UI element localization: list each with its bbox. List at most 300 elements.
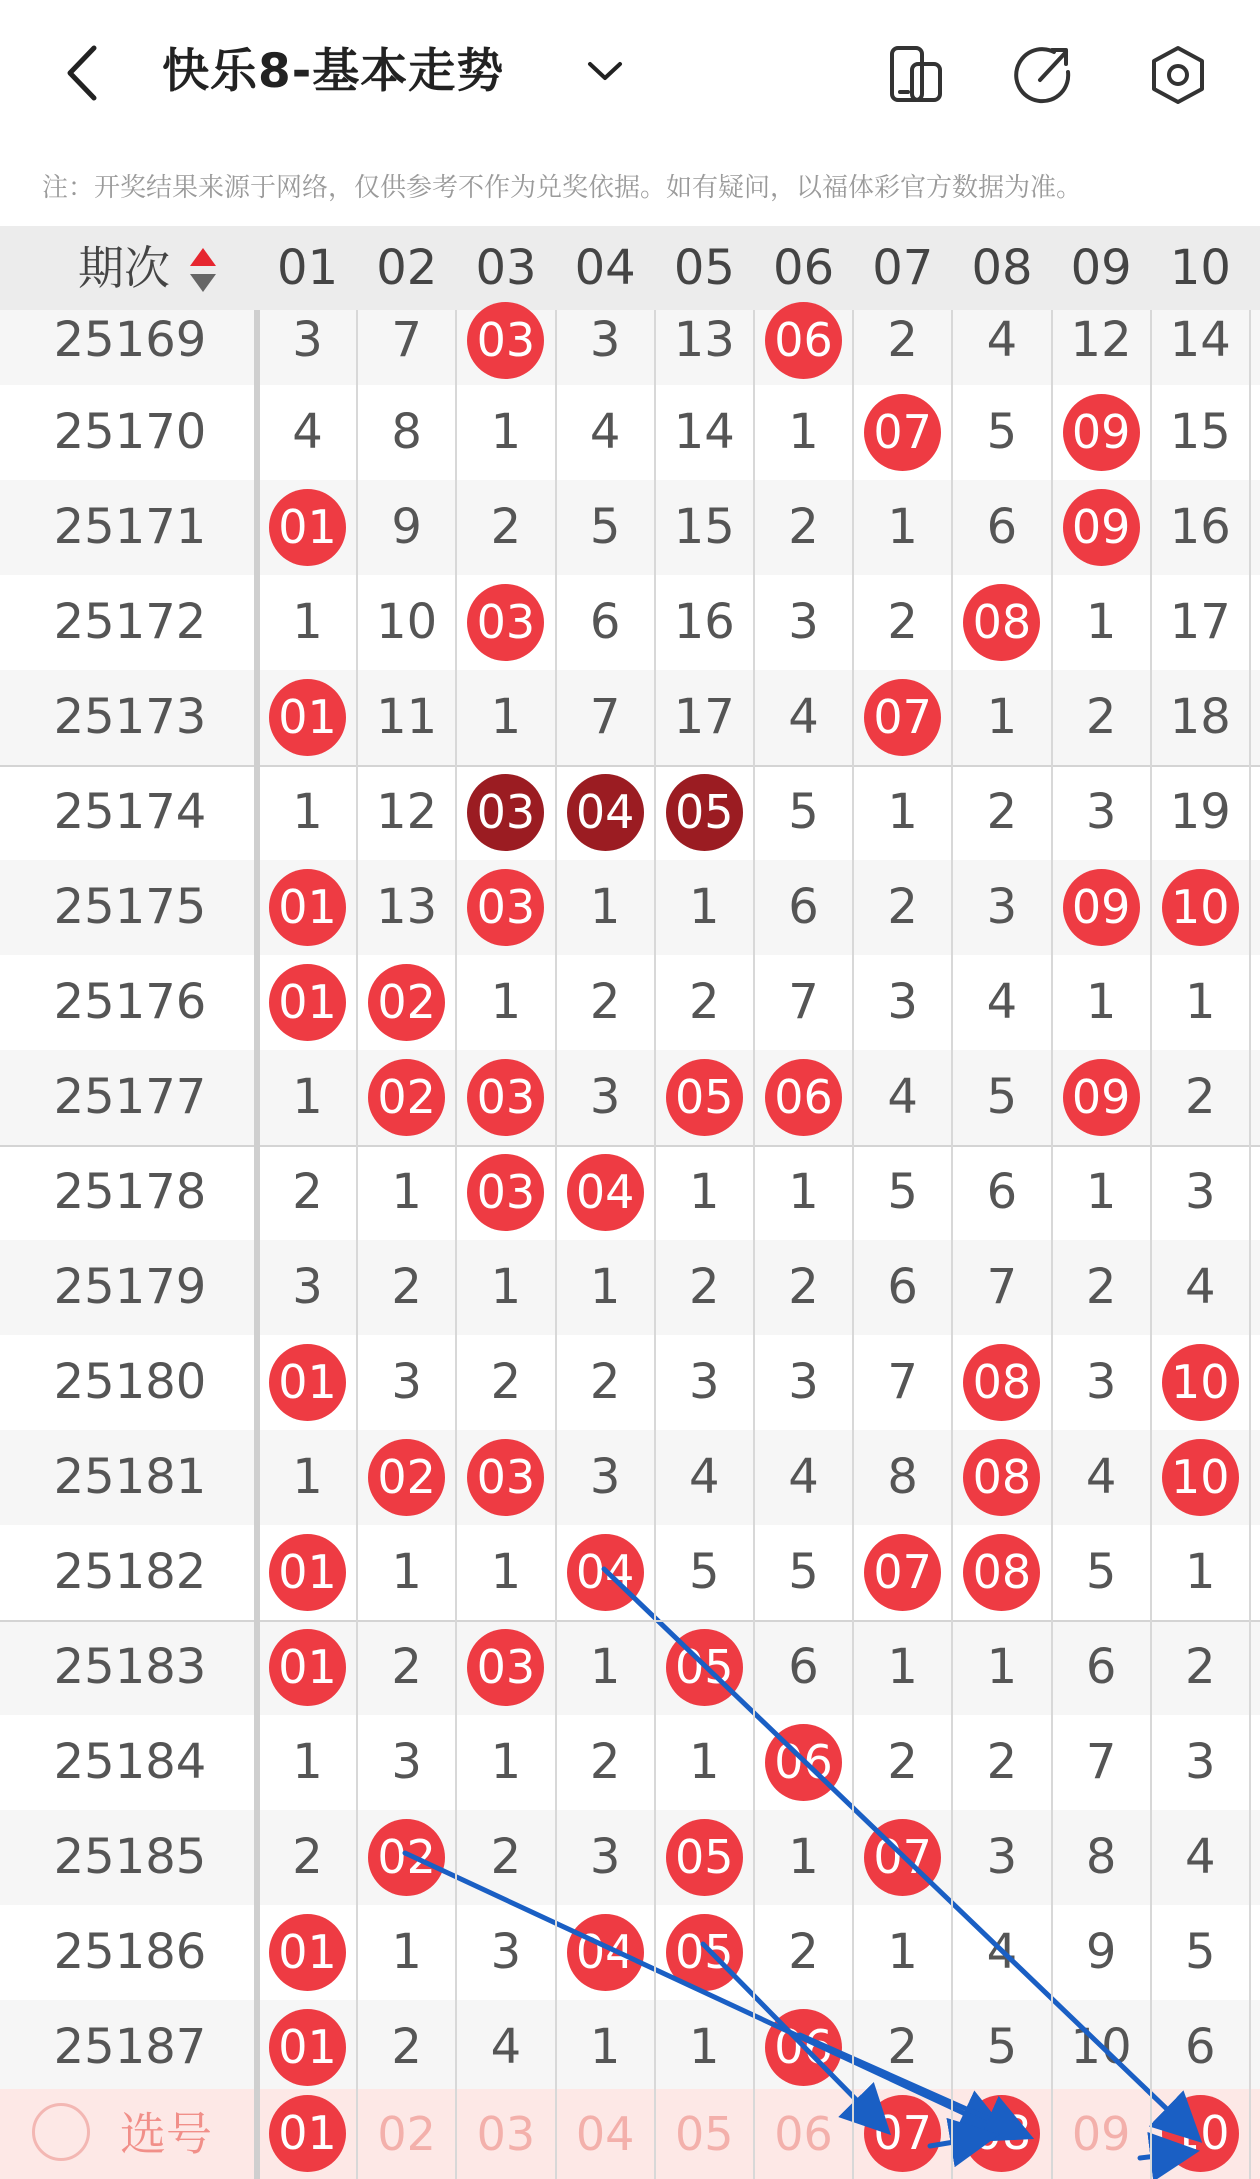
cell-hit [1052, 385, 1151, 480]
cell-miss-count: 18 [1169, 689, 1231, 745]
table-row [0, 955, 1260, 1050]
cell-miss-count: 14 [1169, 312, 1231, 368]
cell-miss-count: 10 [376, 594, 438, 650]
column-header-05: 05 [673, 240, 735, 296]
column-header-03: 03 [475, 240, 537, 296]
cell-miss-count: 9 [1085, 1924, 1117, 1980]
drawn-number-ball: 09 [1063, 489, 1140, 566]
cell-hit [556, 1905, 655, 2000]
drawn-number-ball: 04 [567, 1154, 644, 1231]
grid-column-line [1051, 310, 1053, 2179]
select-number-09[interactable]: 09 [1071, 2107, 1131, 2161]
table-row [0, 765, 1260, 860]
cell-hit [258, 2000, 357, 2095]
table-row [0, 1810, 1260, 1905]
cell-miss-count: 5 [986, 2019, 1018, 2075]
drawn-number-ball: 05 [666, 1914, 743, 1991]
drawn-number-ball: 02 [368, 1059, 445, 1136]
cell-miss-count: 7 [391, 312, 422, 368]
cell-miss-count: 3 [589, 1829, 621, 1885]
period-number: 25169 [53, 312, 207, 368]
select-number-02[interactable]: 02 [377, 2107, 436, 2161]
select-number-01[interactable] [258, 2089, 357, 2179]
cell-miss-count: 4 [986, 312, 1018, 368]
cell-miss-count: 5 [689, 1544, 720, 1600]
period-number: 25185 [53, 1829, 207, 1885]
cell-miss-count: 2 [887, 594, 918, 650]
cell-miss-count: 2 [1085, 689, 1117, 745]
grid-column-line [1150, 310, 1152, 2179]
cell-miss-count: 1 [1085, 1164, 1117, 1220]
drawn-number-ball: 10 [1162, 869, 1239, 946]
drawn-number-ball: 05 [666, 1819, 743, 1896]
cell-miss-count: 2 [887, 1734, 918, 1790]
cell-miss-count: 1 [1085, 594, 1117, 650]
drawn-number-ball: 04 [567, 1534, 644, 1611]
drawn-number-ball: 02 [368, 964, 445, 1041]
column-header-10: 10 [1169, 240, 1231, 296]
table-row [0, 480, 1260, 575]
cell-miss-count: 8 [391, 404, 422, 460]
cell-miss-count: 2 [391, 2019, 422, 2075]
cell-miss-count: 4 [887, 1069, 918, 1125]
cell-hit [754, 310, 853, 385]
column-header-09: 09 [1070, 240, 1132, 296]
drawn-number-ball: 03 [467, 869, 544, 946]
cell-hit [952, 575, 1051, 670]
drawn-number-ball: 07 [864, 1534, 941, 1611]
cell-miss-count: 6 [589, 594, 621, 650]
drawn-number-ball: 01 [269, 679, 346, 756]
select-number-08[interactable] [952, 2089, 1051, 2179]
group-divider [0, 1145, 1260, 1147]
period-number: 25179 [53, 1259, 207, 1315]
cell-miss-count: 3 [391, 1354, 422, 1410]
select-number-04[interactable]: 04 [575, 2107, 635, 2161]
drawn-number-ball: 03 [467, 1154, 544, 1231]
grid-column-line [455, 310, 457, 2179]
cell-miss-count: 1 [788, 1829, 819, 1885]
top-bar [0, 0, 1260, 150]
cell-miss-count: 7 [1085, 1734, 1117, 1790]
cell-miss-count: 1 [689, 879, 720, 935]
cell-miss-count: 4 [689, 1449, 720, 1505]
cell-miss-count: 12 [376, 784, 438, 840]
period-number: 25175 [53, 879, 207, 935]
drawn-number-ball: 01 [269, 1344, 346, 1421]
drawn-number-ball: 06 [765, 1059, 842, 1136]
period-number: 25172 [53, 594, 207, 650]
cell-miss-count: 2 [292, 1829, 323, 1885]
cell-miss-count: 1 [689, 2019, 720, 2075]
cell-miss-count: 4 [490, 2019, 522, 2075]
column-header-01: 01 [277, 240, 339, 296]
cell-miss-count: 2 [788, 1259, 819, 1315]
cell-miss-count: 3 [1185, 1164, 1216, 1220]
cell-miss-count: 5 [1185, 1924, 1216, 1980]
cell-miss-count: 5 [788, 784, 819, 840]
back-button[interactable] [50, 38, 120, 108]
cell-miss-count: 2 [887, 879, 918, 935]
split-screen-icon [882, 40, 952, 110]
table-row [0, 385, 1260, 480]
cell-miss-count: 13 [673, 312, 735, 368]
cell-hit [1151, 1430, 1250, 1525]
cell-miss-count: 1 [986, 1639, 1018, 1695]
cell-miss-count: 1 [292, 784, 323, 840]
cell-hit [1052, 1050, 1151, 1145]
cell-miss-count: 2 [689, 974, 720, 1030]
cell-hit [258, 670, 357, 765]
select-number-06[interactable]: 06 [774, 2107, 833, 2161]
cell-miss-count: 3 [788, 594, 819, 650]
select-number-03[interactable]: 03 [476, 2107, 536, 2161]
drawn-number-ball: 02 [368, 1439, 445, 1516]
cell-miss-count: 1 [589, 2019, 621, 2075]
period-column-header[interactable]: 期次 [78, 241, 170, 295]
grid-column-line [1249, 310, 1251, 2179]
cell-miss-count: 1 [689, 1164, 720, 1220]
cell-miss-count: 4 [788, 689, 819, 745]
cell-miss-count: 1 [490, 404, 522, 460]
cell-miss-count: 8 [1085, 1829, 1117, 1885]
drawn-number-ball: 05 [666, 1629, 743, 1706]
cell-miss-count: 1 [1085, 974, 1117, 1030]
cell-miss-count: 6 [788, 1639, 819, 1695]
chevron-left-icon [50, 38, 120, 108]
drawn-number-ball: 08 [963, 1344, 1040, 1421]
cell-miss-count: 1 [887, 499, 918, 555]
cell-miss-count: 6 [788, 879, 819, 935]
cell-miss-count: 6 [986, 1164, 1018, 1220]
cell-hit [456, 1430, 555, 1525]
cell-hit [754, 1715, 853, 1810]
title-dropdown[interactable] [580, 50, 630, 94]
period-number: 25184 [53, 1734, 207, 1790]
cell-miss-count: 1 [490, 974, 522, 1030]
table-row [0, 1525, 1260, 1620]
cell-hit [655, 1810, 754, 1905]
drawn-number-ball: 01 [269, 1534, 346, 1611]
cell-miss-count: 1 [292, 1734, 323, 1790]
cell-hit [655, 1620, 754, 1715]
cell-miss-count: 3 [391, 1734, 422, 1790]
drawn-number-ball: 08 [963, 584, 1040, 661]
cell-hit [258, 860, 357, 955]
cell-miss-count: 4 [1185, 1259, 1216, 1315]
cell-miss-count: 3 [1185, 1734, 1216, 1790]
table-row [0, 860, 1260, 955]
cell-hit [754, 2000, 853, 2095]
cell-miss-count: 4 [1085, 1449, 1117, 1505]
cell-miss-count: 4 [986, 1924, 1018, 1980]
split-screen-button[interactable] [882, 40, 952, 110]
cell-hit [952, 1335, 1051, 1430]
period-number: 25173 [53, 689, 207, 745]
drawn-number-ball: 06 [765, 2009, 842, 2086]
cell-miss-count: 4 [589, 404, 621, 460]
cell-miss-count: 3 [1085, 784, 1117, 840]
column-header-02: 02 [376, 240, 438, 296]
cell-miss-count: 2 [689, 1259, 720, 1315]
cell-miss-count: 1 [490, 1259, 522, 1315]
drawn-number-ball: 07 [864, 679, 941, 756]
cell-miss-count: 5 [986, 1069, 1018, 1125]
cell-hit [258, 955, 357, 1050]
cell-miss-count: 6 [1185, 2019, 1216, 2075]
grid-column-line [852, 310, 854, 2179]
grid-column-line [753, 310, 755, 2179]
table-row [0, 1715, 1260, 1810]
table-row [0, 1240, 1260, 1335]
period-number: 25187 [53, 2019, 207, 2075]
cell-hit [952, 1525, 1051, 1620]
cell-miss-count: 1 [887, 784, 918, 840]
cell-miss-count: 5 [1085, 1544, 1117, 1600]
cell-miss-count: 2 [1185, 1639, 1216, 1695]
cell-miss-count: 2 [589, 1354, 621, 1410]
cell-miss-count: 6 [1085, 1639, 1117, 1695]
cell-miss-count: 14 [673, 404, 735, 460]
disclaimer-notice: 注：开奖结果来源于网络，仅供参考不作为兑奖依据。如有疑问，以福体彩官方数据为准。 [42, 173, 1083, 203]
table-row [0, 2000, 1260, 2095]
selected-number-ball: 07 [864, 2095, 941, 2172]
cell-miss-count: 17 [1169, 594, 1231, 650]
grid-column-line [951, 310, 953, 2179]
table-row [0, 1620, 1260, 1715]
cell-miss-count: 2 [986, 784, 1018, 840]
cell-miss-count: 2 [490, 1354, 522, 1410]
cell-miss-count: 2 [490, 499, 522, 555]
cell-miss-count: 7 [887, 1354, 918, 1410]
cell-hit [456, 765, 555, 860]
cell-miss-count: 2 [589, 1734, 621, 1790]
cell-miss-count: 4 [788, 1449, 819, 1505]
cell-miss-count: 16 [673, 594, 735, 650]
drawn-number-ball: 02 [368, 1819, 445, 1896]
cell-miss-count: 1 [589, 1639, 621, 1695]
cell-miss-count: 1 [1185, 1544, 1216, 1600]
period-number: 25180 [53, 1354, 207, 1410]
cell-hit [853, 385, 952, 480]
table-row [0, 1050, 1260, 1145]
cell-hit [456, 1620, 555, 1715]
drawn-number-ball: 04 [567, 1914, 644, 1991]
cell-miss-count: 7 [788, 974, 819, 1030]
cell-miss-count: 2 [292, 1164, 323, 1220]
cell-miss-count: 16 [1169, 499, 1231, 555]
cell-miss-count: 1 [887, 1924, 918, 1980]
cell-miss-count: 1 [689, 1734, 720, 1790]
cell-miss-count: 1 [391, 1544, 422, 1600]
cell-miss-count: 17 [673, 689, 735, 745]
cell-miss-count: 1 [292, 1069, 323, 1125]
table-row [0, 1905, 1260, 2000]
cell-miss-count: 1 [589, 879, 621, 935]
cell-miss-count: 7 [986, 1259, 1018, 1315]
cell-miss-count: 3 [292, 312, 323, 368]
cell-hit [754, 1050, 853, 1145]
cell-miss-count: 2 [1185, 1069, 1216, 1125]
settings-button[interactable] [1143, 40, 1213, 110]
cell-hit [456, 1145, 555, 1240]
cell-miss-count: 6 [887, 1259, 918, 1315]
cell-miss-count: 5 [788, 1544, 819, 1600]
drawn-number-ball: 08 [963, 1534, 1040, 1611]
drawn-number-ball: 01 [269, 2009, 346, 2086]
share-button[interactable] [1008, 40, 1078, 110]
cell-miss-count: 1 [589, 1259, 621, 1315]
cell-miss-count: 8 [887, 1449, 918, 1505]
select-number-10[interactable] [1151, 2089, 1250, 2179]
cell-hit [258, 1905, 357, 2000]
column-header-row [0, 226, 1260, 311]
cell-hit [357, 1430, 456, 1525]
drawn-number-ball: 10 [1162, 1344, 1239, 1421]
cell-miss-count: 1 [490, 1544, 522, 1600]
selected-number-ball: 10 [1162, 2095, 1239, 2172]
grid-column-line [555, 310, 557, 2179]
period-number: 25174 [53, 784, 207, 840]
drawn-number-ball: 01 [269, 869, 346, 946]
cell-hit [456, 860, 555, 955]
cell-hit [456, 1050, 555, 1145]
group-divider [0, 1620, 1260, 1622]
cell-miss-count: 2 [1085, 1259, 1117, 1315]
cell-miss-count: 5 [986, 404, 1018, 460]
drawn-number-ball: 05 [666, 1059, 743, 1136]
drawn-number-ball: 06 [765, 302, 842, 379]
cell-miss-count: 2 [887, 2019, 918, 2075]
cell-hit [853, 1810, 952, 1905]
cell-hit [1151, 860, 1250, 955]
cell-hit [556, 765, 655, 860]
drawn-number-ball: 03 [467, 774, 544, 851]
cell-miss-count: 1 [391, 1164, 422, 1220]
drawn-number-ball: 06 [765, 1724, 842, 1801]
share-icon [1008, 40, 1078, 110]
cell-miss-count: 3 [986, 1829, 1018, 1885]
group-divider [0, 765, 1260, 767]
drawn-number-ball: 07 [864, 1819, 941, 1896]
cell-miss-count: 4 [292, 404, 323, 460]
cell-hit [853, 670, 952, 765]
drawn-number-ball: 01 [269, 489, 346, 566]
cell-hit [258, 480, 357, 575]
column-header-04: 04 [574, 240, 636, 296]
cell-hit [357, 955, 456, 1050]
grid-column-line [654, 310, 656, 2179]
column-header-07: 07 [872, 240, 934, 296]
drawn-number-ball: 03 [467, 1439, 544, 1516]
period-number: 25183 [53, 1639, 207, 1695]
drawn-number-ball: 04 [567, 774, 644, 851]
cell-hit [556, 1145, 655, 1240]
table-row [0, 670, 1260, 765]
column-header-06: 06 [773, 240, 835, 296]
cell-miss-count: 9 [391, 499, 422, 555]
settings-hex-icon [1143, 40, 1213, 110]
cell-miss-count: 2 [788, 1924, 819, 1980]
cell-miss-count: 2 [887, 312, 918, 368]
select-number-05[interactable]: 05 [675, 2107, 734, 2161]
period-number: 25186 [53, 1924, 207, 1980]
cell-hit [357, 1050, 456, 1145]
cell-miss-count: 2 [589, 974, 621, 1030]
period-number: 25170 [53, 404, 207, 460]
cell-miss-count: 15 [673, 499, 735, 555]
cell-hit [655, 765, 754, 860]
cell-miss-count: 1 [490, 1734, 522, 1790]
cell-miss-count: 1 [391, 1924, 422, 1980]
cell-miss-count: 2 [788, 499, 819, 555]
drawn-number-ball: 10 [1162, 1439, 1239, 1516]
cell-miss-count: 5 [589, 499, 621, 555]
drawn-number-ball: 03 [467, 1629, 544, 1706]
cell-miss-count: 3 [292, 1259, 323, 1315]
cell-hit [258, 1335, 357, 1430]
cell-hit [456, 575, 555, 670]
drawn-number-ball: 01 [269, 1914, 346, 1991]
cell-miss-count: 1 [887, 1639, 918, 1695]
cell-miss-count: 4 [986, 974, 1018, 1030]
cell-miss-count: 3 [887, 974, 918, 1030]
cell-miss-count: 1 [986, 689, 1018, 745]
select-number-07[interactable] [853, 2089, 952, 2179]
cell-hit [655, 1905, 754, 2000]
cell-miss-count: 12 [1070, 312, 1132, 368]
period-number: 25178 [53, 1164, 207, 1220]
cell-miss-count: 2 [391, 1259, 422, 1315]
drawn-number-ball: 09 [1063, 394, 1140, 471]
sort-icon[interactable] [186, 244, 220, 296]
cell-miss-count: 1 [292, 594, 323, 650]
cell-miss-count: 2 [391, 1639, 422, 1695]
page-title[interactable]: 快乐8-基本走势 [162, 44, 505, 99]
cell-hit [456, 310, 555, 385]
cell-miss-count: 3 [589, 312, 621, 368]
cell-hit [357, 1810, 456, 1905]
cell-miss-count: 1 [292, 1449, 323, 1505]
cell-miss-count: 3 [986, 879, 1018, 935]
cell-miss-count: 1 [490, 689, 522, 745]
cell-hit [952, 1430, 1051, 1525]
number-select-row [0, 2089, 1260, 2179]
select-all-radio[interactable] [32, 2103, 90, 2161]
cell-hit [655, 1050, 754, 1145]
cell-miss-count: 2 [986, 1734, 1018, 1790]
cell-hit [853, 1525, 952, 1620]
drawn-number-ball: 08 [963, 1439, 1040, 1516]
drawn-number-ball: 09 [1063, 869, 1140, 946]
period-number: 25176 [53, 974, 207, 1030]
cell-miss-count: 1 [1185, 974, 1216, 1030]
drawn-number-ball: 05 [666, 774, 743, 851]
select-label[interactable]: 选号 [120, 2107, 212, 2161]
column-header-08: 08 [971, 240, 1033, 296]
cell-miss-count: 3 [589, 1449, 621, 1505]
table-row [0, 310, 1260, 385]
cell-hit [1052, 480, 1151, 575]
cell-miss-count: 5 [887, 1164, 918, 1220]
cell-hit [1052, 860, 1151, 955]
table-row [0, 1335, 1260, 1430]
period-number: 25171 [53, 499, 207, 555]
drawn-number-ball: 09 [1063, 1059, 1140, 1136]
cell-miss-count: 3 [788, 1354, 819, 1410]
cell-miss-count: 3 [689, 1354, 720, 1410]
cell-miss-count: 10 [1070, 2019, 1132, 2075]
